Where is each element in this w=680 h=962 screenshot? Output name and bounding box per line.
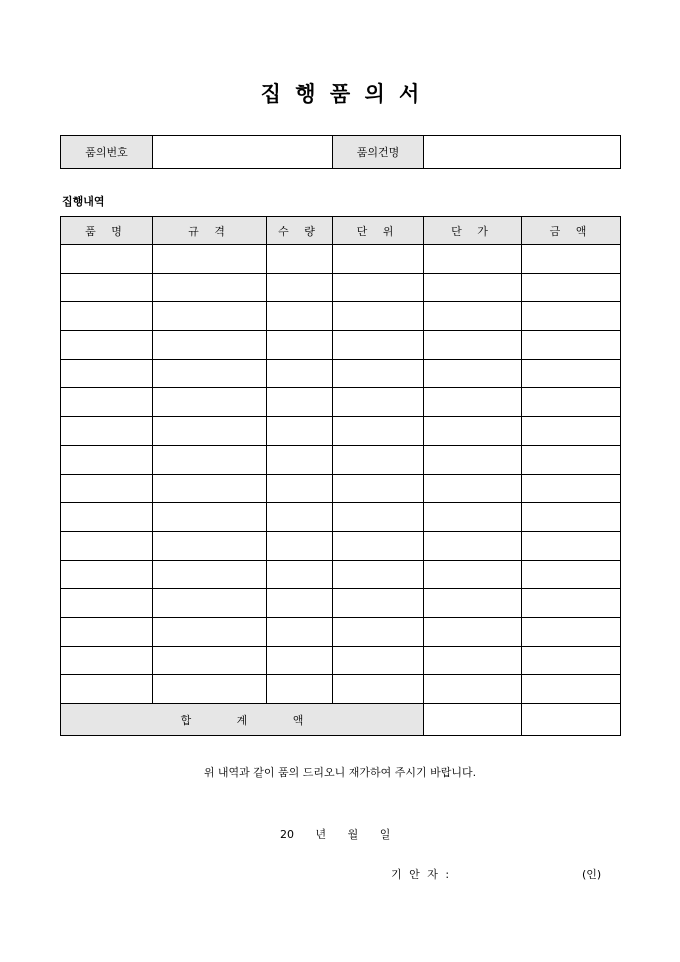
unit-price-cell[interactable] xyxy=(424,531,522,560)
item-name-cell[interactable] xyxy=(61,560,153,589)
spec-cell[interactable] xyxy=(153,302,267,331)
spec-cell[interactable] xyxy=(153,617,267,646)
quantity-cell[interactable] xyxy=(267,388,333,417)
quantity-cell[interactable] xyxy=(267,273,333,302)
unit-cell[interactable] xyxy=(333,245,424,274)
spec-cell[interactable] xyxy=(153,646,267,675)
unit-cell[interactable] xyxy=(333,675,424,704)
table-row xyxy=(61,359,621,388)
item-name-cell[interactable] xyxy=(61,617,153,646)
unit-price-cell[interactable] xyxy=(424,388,522,417)
table-row xyxy=(61,617,621,646)
table-row xyxy=(61,445,621,474)
item-name-cell[interactable] xyxy=(61,445,153,474)
unit-price-cell[interactable] xyxy=(424,302,522,331)
unit-cell[interactable] xyxy=(333,273,424,302)
table-row xyxy=(61,474,621,503)
amount-cell[interactable] xyxy=(522,617,621,646)
header-unit: 단 위 xyxy=(333,217,424,245)
quantity-cell[interactable] xyxy=(267,617,333,646)
unit-price-cell[interactable] xyxy=(424,331,522,360)
quantity-cell[interactable] xyxy=(267,560,333,589)
unit-cell[interactable] xyxy=(333,560,424,589)
spec-cell[interactable] xyxy=(153,474,267,503)
amount-cell[interactable] xyxy=(522,331,621,360)
header-spec: 규 격 xyxy=(153,217,267,245)
table-row xyxy=(61,560,621,589)
header-unit-price: 단 가 xyxy=(424,217,522,245)
amount-cell[interactable] xyxy=(522,302,621,331)
unit-price-cell[interactable] xyxy=(424,617,522,646)
unit-price-cell[interactable] xyxy=(424,675,522,704)
header-amount: 금 액 xyxy=(522,217,621,245)
table-row xyxy=(61,675,621,704)
spec-cell[interactable] xyxy=(153,531,267,560)
request-number-label: 품의번호 xyxy=(61,136,153,169)
amount-cell[interactable] xyxy=(522,359,621,388)
quantity-cell[interactable] xyxy=(267,445,333,474)
item-name-cell[interactable] xyxy=(61,646,153,675)
table-row xyxy=(61,388,621,417)
item-name-cell[interactable] xyxy=(61,302,153,331)
table-row xyxy=(61,302,621,331)
unit-price-cell[interactable] xyxy=(424,646,522,675)
quantity-cell[interactable] xyxy=(267,302,333,331)
quantity-cell[interactable] xyxy=(267,417,333,446)
total-unit-price-cell[interactable] xyxy=(424,704,522,736)
unit-price-cell[interactable] xyxy=(424,589,522,618)
unit-cell[interactable] xyxy=(333,617,424,646)
table-row xyxy=(61,331,621,360)
unit-price-cell[interactable] xyxy=(424,560,522,589)
amount-cell[interactable] xyxy=(522,474,621,503)
amount-cell[interactable] xyxy=(522,503,621,532)
unit-cell[interactable] xyxy=(333,388,424,417)
seal-mark: (인) xyxy=(582,868,602,881)
table-header-row xyxy=(61,217,621,245)
unit-price-cell[interactable] xyxy=(424,474,522,503)
spec-cell[interactable] xyxy=(153,589,267,618)
date-line: 20 년 월 일 xyxy=(280,828,391,841)
unit-price-cell[interactable] xyxy=(424,417,522,446)
spec-cell[interactable] xyxy=(153,273,267,302)
drafter-label: 기 안 자 : xyxy=(391,868,452,881)
item-name-cell[interactable] xyxy=(61,474,153,503)
item-name-cell[interactable] xyxy=(61,531,153,560)
request-subject-field[interactable] xyxy=(424,136,621,169)
request-subject-label: 품의건명 xyxy=(333,136,424,169)
table-row xyxy=(61,589,621,618)
quantity-cell[interactable] xyxy=(267,331,333,360)
spec-cell[interactable] xyxy=(153,503,267,532)
request-number-field[interactable] xyxy=(153,136,333,169)
spec-cell[interactable] xyxy=(153,417,267,446)
table-row xyxy=(61,646,621,675)
item-name-cell[interactable] xyxy=(61,675,153,704)
amount-cell[interactable] xyxy=(522,589,621,618)
spec-cell[interactable] xyxy=(153,331,267,360)
unit-cell[interactable] xyxy=(333,474,424,503)
spec-cell[interactable] xyxy=(153,388,267,417)
total-row xyxy=(61,704,621,736)
amount-cell[interactable] xyxy=(522,646,621,675)
table-row xyxy=(61,417,621,446)
items-table xyxy=(60,216,621,736)
unit-price-cell[interactable] xyxy=(424,359,522,388)
unit-cell[interactable] xyxy=(333,302,424,331)
total-label-cell xyxy=(61,704,424,736)
item-name-cell[interactable] xyxy=(61,503,153,532)
amount-cell[interactable] xyxy=(522,675,621,704)
table-row xyxy=(61,273,621,302)
item-name-cell[interactable] xyxy=(61,589,153,618)
quantity-cell[interactable] xyxy=(267,675,333,704)
item-name-cell[interactable] xyxy=(61,417,153,446)
table-row xyxy=(61,245,621,274)
section-label: 집행내역 xyxy=(62,195,105,208)
unit-cell[interactable] xyxy=(333,646,424,675)
spec-cell[interactable] xyxy=(153,245,267,274)
amount-cell[interactable] xyxy=(522,273,621,302)
table-row xyxy=(61,531,621,560)
unit-price-cell[interactable] xyxy=(424,273,522,302)
unit-price-cell[interactable] xyxy=(424,445,522,474)
amount-cell[interactable] xyxy=(522,245,621,274)
unit-cell[interactable] xyxy=(333,503,424,532)
quantity-cell[interactable] xyxy=(267,503,333,532)
spec-cell[interactable] xyxy=(153,675,267,704)
header-quantity: 수 량 xyxy=(267,217,333,245)
unit-cell[interactable] xyxy=(333,531,424,560)
spec-cell[interactable] xyxy=(153,359,267,388)
table-row xyxy=(61,503,621,532)
amount-cell[interactable] xyxy=(522,417,621,446)
spec-cell[interactable] xyxy=(153,445,267,474)
header-item-name: 품 명 xyxy=(61,217,153,245)
quantity-cell[interactable] xyxy=(267,589,333,618)
total-amount-cell[interactable] xyxy=(522,704,621,736)
request-note: 위 내역과 같이 품의 드리오니 재가하여 주시기 바랍니다. xyxy=(203,766,477,779)
unit-cell[interactable] xyxy=(333,359,424,388)
spec-cell[interactable] xyxy=(153,560,267,589)
document-title: 집 행 품 의 서 xyxy=(260,81,420,106)
unit-cell[interactable] xyxy=(333,331,424,360)
quantity-cell[interactable] xyxy=(267,474,333,503)
unit-price-cell[interactable] xyxy=(424,503,522,532)
amount-cell[interactable] xyxy=(522,560,621,589)
unit-price-cell[interactable] xyxy=(424,245,522,274)
quantity-cell[interactable] xyxy=(267,531,333,560)
item-name-cell[interactable] xyxy=(61,331,153,360)
quantity-cell[interactable] xyxy=(267,245,333,274)
quantity-cell[interactable] xyxy=(267,646,333,675)
quantity-cell[interactable] xyxy=(267,359,333,388)
item-name-cell[interactable] xyxy=(61,245,153,274)
unit-cell[interactable] xyxy=(333,589,424,618)
total-label: 합 계 액 xyxy=(180,713,304,727)
item-name-cell[interactable] xyxy=(61,359,153,388)
amount-cell[interactable] xyxy=(522,531,621,560)
item-name-cell[interactable] xyxy=(61,388,153,417)
item-name-cell[interactable] xyxy=(61,273,153,302)
unit-cell[interactable] xyxy=(333,445,424,474)
unit-cell[interactable] xyxy=(333,417,424,446)
amount-cell[interactable] xyxy=(522,445,621,474)
info-table xyxy=(60,135,621,169)
amount-cell[interactable] xyxy=(522,388,621,417)
